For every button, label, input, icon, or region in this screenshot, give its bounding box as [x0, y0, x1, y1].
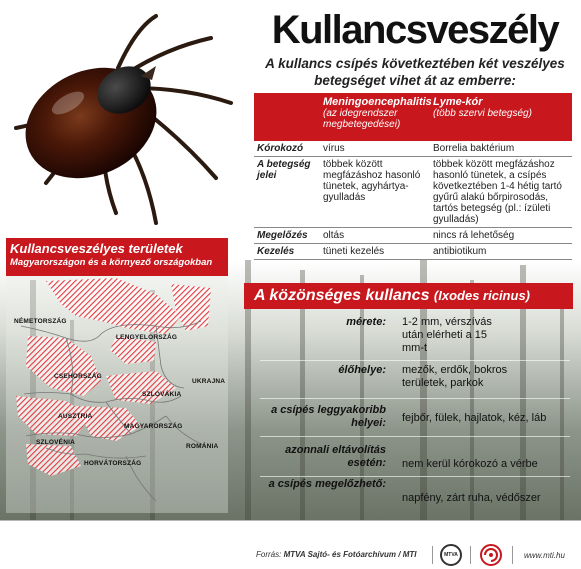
info-key: mérete: [346, 316, 386, 328]
meningo-cell: vírus [323, 143, 345, 154]
lyme-subtitle: (több szervi betegség) [433, 108, 532, 119]
lyme-cell: többek között megfázáshoz hasonló tünetek, a csípés következtében 1-4 hétig tartó gyűrű alakú bőrpirosodás, tartós betegség (pl.: ízületi gyulladás) [433, 159, 562, 225]
label-ukraine: UKRAJNA [192, 378, 226, 385]
disease-table-header [254, 93, 572, 141]
label-slovenia: SZLOVÉNIA [36, 439, 75, 446]
divider [470, 546, 471, 564]
meningo-title: Meningoencephalitis [323, 96, 432, 108]
label-croatia: HORVÁTORSZÁG [84, 460, 142, 467]
mtva-logo: MTVA [440, 544, 462, 566]
info-value: nem kerül kórokozó a vérbe [402, 458, 538, 470]
common-tick-heading-main: A közönséges kullancs [254, 287, 430, 304]
label-romania: ROMÁNIA [186, 443, 219, 450]
risk-map [6, 238, 234, 513]
common-tick-heading [244, 283, 573, 309]
header-meningo [320, 93, 430, 141]
info-value: 1-2 mm, vérszívás után elérheti a 15 mm-t [402, 316, 492, 354]
map-header [6, 238, 228, 276]
label-slovakia: SZLOVÁKIA [142, 391, 182, 398]
divider [260, 398, 570, 399]
info-key: a csípés megelőzhető: [268, 478, 386, 490]
tick-illustration [6, 8, 246, 238]
source-credit [256, 550, 416, 559]
footer [0, 540, 581, 569]
page-subtitle: A kullancs csípés következtében két veszélyes betegséget vihet át az emberre: [265, 56, 565, 88]
info-row [244, 404, 573, 430]
table-row [254, 157, 572, 228]
divider [260, 476, 570, 477]
info-key: élőhelye: [338, 364, 386, 376]
map-title: Kullancsveszélyes területek [10, 241, 183, 256]
source-value: MTVA Sajtó- és Fotóarchívum / MTI [283, 550, 417, 559]
meningo-cell: többek között megfázáshoz hasonló tünetek, agyhártya-gyulladás [323, 159, 421, 203]
meningo-cell: oltás [323, 230, 345, 241]
row-label: Megelőzés [257, 230, 308, 241]
mti-logo-icon [480, 544, 502, 566]
disease-table [254, 93, 572, 260]
map-graphic [6, 276, 234, 513]
row-label: A betegség jelei [257, 159, 311, 181]
label-austria: AUSZTRIA [58, 413, 93, 420]
divider [260, 436, 570, 437]
label-hungary: MAGYARORSZÁG [124, 423, 183, 430]
info-key: azonnali eltávolítás esetén: [285, 444, 386, 469]
info-row [244, 316, 573, 355]
page-title: Kullancsveszély [271, 8, 559, 52]
header-empty-cell [254, 93, 320, 141]
lyme-title: Lyme-kór [433, 96, 483, 108]
map-subtitle: Magyarországon és a környező országokban [10, 257, 213, 268]
common-tick-heading-latin: (Ixodes ricinus) [433, 288, 530, 303]
lyme-cell: antibiotikum [433, 246, 487, 257]
table-row [254, 141, 572, 157]
info-value: napfény, zárt ruha, védőszer [402, 492, 541, 504]
lyme-cell: Borrelia baktérium [433, 143, 515, 154]
label-czech: CSEHORSZÁG [54, 373, 102, 380]
source-label: Forrás: [256, 550, 282, 559]
divider [260, 360, 570, 361]
info-key: a csípés leggyakoribb helyei: [271, 404, 386, 429]
label-germany: NÉMETORSZÁG [14, 318, 67, 325]
website-url[interactable]: www.mti.hu [524, 551, 565, 560]
divider [432, 546, 433, 564]
meningo-cell: tüneti kezelés [323, 246, 385, 257]
divider [512, 546, 513, 564]
info-value: fejbőr, fülek, hajlatok, kéz, láb [402, 412, 547, 424]
label-poland: LENGYELORSZÁG [116, 334, 178, 341]
row-label: Kórokozó [257, 143, 304, 154]
meningo-subtitle: (az idegrendszer megbetegedései) [323, 108, 401, 130]
info-row [244, 364, 573, 390]
info-row [244, 444, 573, 471]
table-row [254, 244, 572, 260]
lyme-cell: nincs rá lehetőség [433, 230, 515, 241]
info-row [244, 478, 573, 505]
info-value: mezők, erdők, bokros területek, parkok [402, 364, 508, 389]
table-row [254, 228, 572, 244]
header-lyme [430, 93, 572, 141]
row-label: Kezelés [257, 246, 295, 257]
